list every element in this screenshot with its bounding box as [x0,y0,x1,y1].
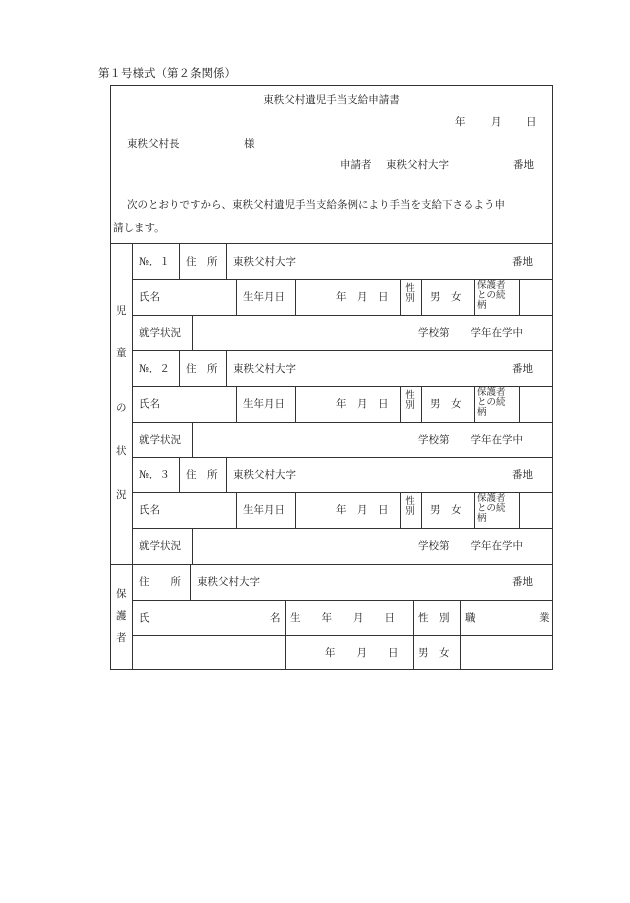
child3-address-label: 住 所 [186,469,218,481]
child-side-label-3: の [116,402,127,414]
child1-birth-label: 生年月日 [243,291,285,303]
guardian-address-label: 住 所 [139,576,181,588]
child1-sex-label: 性別 [405,283,415,304]
guardian-name-label-2: 名 [270,612,281,624]
child2-school-label: 就学状況 [139,434,181,446]
guardian-side-label-1: 保 [116,588,127,600]
child3-sex-label: 性別 [405,496,415,517]
child-side-label-2: 童 [116,347,127,359]
child1-no: №．１ [139,256,170,268]
applicant-address[interactable]: 東秩父村大字 [386,159,449,171]
guardian-side-label-2: 護 [116,610,127,622]
child3-birth-label: 生年月日 [243,504,285,516]
child1-address[interactable]: 東秩父村大字 [233,256,296,268]
applicant-label: 申請者 [340,159,372,171]
child3-name-label: 氏名 [139,504,160,516]
guardian-address[interactable]: 東秩父村大字 [197,576,260,588]
child1-school-text: 学校第 学年在学中 [418,327,523,339]
child1-address-label: 住 所 [186,256,218,268]
child3-address[interactable]: 東秩父村大字 [233,469,296,481]
child-side-label-4: 状 [116,445,127,457]
child2-address[interactable]: 東秩父村大字 [233,363,296,375]
date-day-label: 日 [526,116,537,128]
guardian-sex-options[interactable]: 男 女 [418,647,450,659]
date-month-label: 月 [491,116,502,128]
guardian-birth-ymd: 年 月 日 [325,647,399,659]
child2-school-text: 学校第 学年在学中 [418,434,523,446]
honorific: 様 [244,138,255,150]
guardian-banchi: 番地 [512,576,533,588]
addressee: 東秩父村長 [127,138,180,150]
child2-sex-options[interactable]: 男 女 [430,398,462,410]
body-text-line2: 請します。 [113,222,165,234]
guardian-sex-label: 性 別 [418,612,450,624]
body-text-line1: 次のとおりですから、東秩父村遺児手当支給条例により手当を支給下さるよう申 [127,199,505,211]
child3-birth-ymd: 年 月 日 [336,504,389,516]
child2-banchi: 番地 [512,363,533,375]
child-side-label-5: 況 [116,489,127,501]
child2-address-label: 住 所 [186,363,218,375]
child1-name-label: 氏名 [139,291,160,303]
child1-relation-label: 保護者との続柄 [477,280,506,311]
child2-sex-label: 性別 [405,390,415,411]
form-number: 第１号様式（第２条関係） [98,66,236,80]
child2-relation-label: 保護者との続柄 [477,387,506,418]
guardian-name-label-1: 氏 [139,612,150,624]
child2-no: №．２ [139,363,170,375]
child1-banchi: 番地 [512,256,533,268]
child2-name-label: 氏名 [139,398,160,410]
child3-no: №．３ [139,469,170,481]
guardian-side-label-3: 者 [116,632,127,644]
child1-sex-options[interactable]: 男 女 [430,291,462,303]
form-title: 東秩父村遺児手当支給申請書 [263,94,400,106]
child1-school-label: 就学状況 [139,327,181,339]
child3-banchi: 番地 [512,469,533,481]
child3-school-label: 就学状況 [139,540,181,552]
child3-school-text: 学校第 学年在学中 [418,540,523,552]
child2-birth-ymd: 年 月 日 [336,398,389,410]
child3-relation-label: 保護者との続柄 [477,493,506,524]
applicant-banchi: 番地 [513,159,534,171]
child2-birth-label: 生年月日 [243,398,285,410]
child1-birth-ymd: 年 月 日 [336,291,389,303]
child-side-label-1: 児 [116,305,127,317]
guardian-birth-label: 生 年 月 日 [290,612,395,624]
guardian-job-label-1: 職 [465,612,476,624]
child3-sex-options[interactable]: 男 女 [430,504,462,516]
date-year-label: 年 [455,116,466,128]
guardian-job-label-2: 業 [539,612,550,624]
